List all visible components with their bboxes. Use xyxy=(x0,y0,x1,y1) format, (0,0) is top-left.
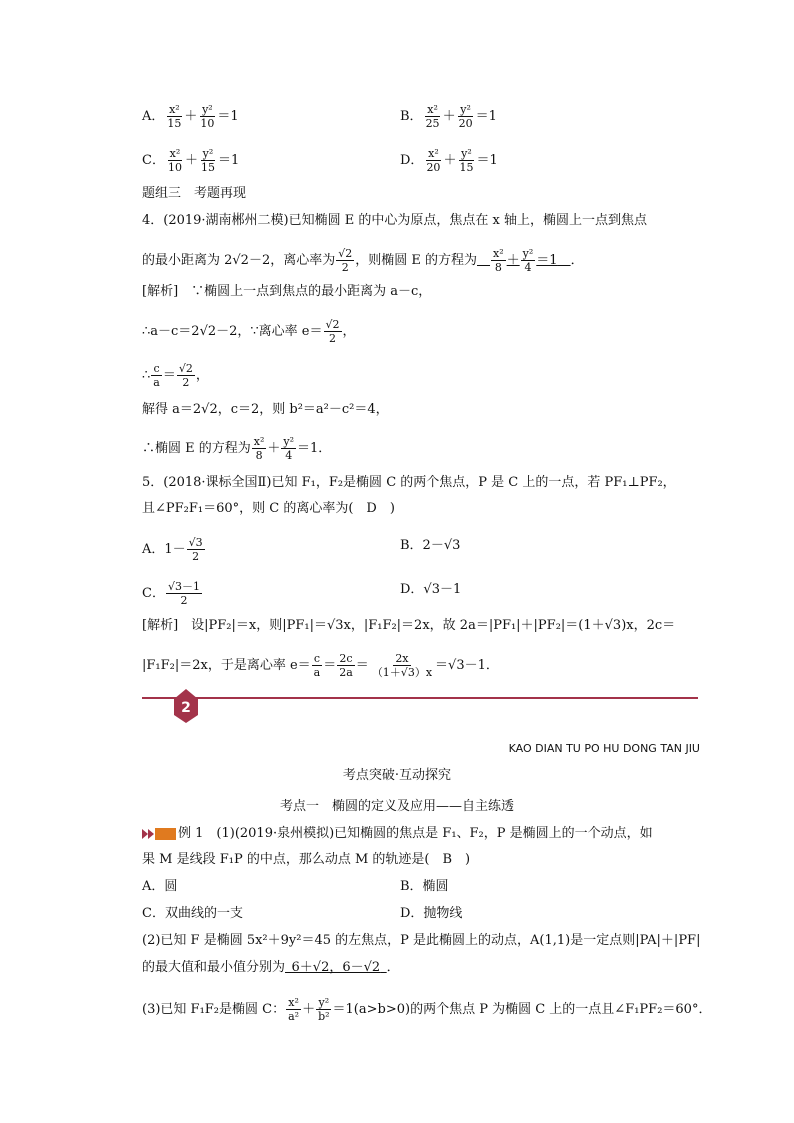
ex1-part2-line2: 的最大值和最小值分别为 6＋√2，6－√2 ． xyxy=(142,960,400,975)
option-c: C． $\frac{\text{x²}}{10}$ ＋ $\frac{\text{y²}}{15}$ ＝1 xyxy=(142,147,240,174)
group3-title: 题组三 考题再现 xyxy=(142,186,247,201)
section-title: 考点突破·互动探究 xyxy=(342,768,452,783)
q5-line1: 5．(2018·课标全国Ⅱ)已知 F₁，F₂是椭圆 C 的两个焦点，P 是 C 上的一点，若 PF₁⊥PF₂， xyxy=(142,475,676,490)
ex1-line2: 果 M 是线段 F₁P 的中点，那么动点 M 的轨迹是( B ) xyxy=(142,852,471,867)
option-b: B． $\frac{\text{x²}}{25}$ ＋ $\frac{\text{y²}}{20}$ ＝1 xyxy=(400,103,497,130)
q4-solution-2: ∴a－c＝2√2－2，∵离心率 e＝ $\frac{√2}{2}$ ， xyxy=(142,318,356,345)
ex1-part2-answer: 6＋√2，6－√2 xyxy=(291,960,381,975)
section-badge-number: 2 xyxy=(181,700,191,716)
q4-solution-1: [解析] ∵椭圆上一点到焦点的最小距离为 a－c， xyxy=(142,284,432,299)
q5-option-d: D．√3－1 xyxy=(400,582,462,597)
ex1-line1: 例 1 (1)(2019·泉州模拟)已知椭圆的焦点是 F₁、F₂，P 是椭圆上的一个动点，如 xyxy=(142,824,653,844)
example-marker-icon xyxy=(142,827,176,841)
ex1-option-c: C．双曲线的一支 xyxy=(142,906,243,921)
ex1-option-b: B．椭圆 xyxy=(400,879,449,894)
section-divider xyxy=(142,697,698,699)
q4-line1: 4．(2019·湖南郴州二模)已知椭圆 E 的中心为原点，焦点在 x 轴上，椭圆上一点到焦点 xyxy=(142,213,647,228)
ex1-option-a: A．圆 xyxy=(142,879,178,894)
q5-solution-1: [解析] 设|PF₂|＝x，则|PF₁|＝√3x，|F₁F₂|＝2x，故 2a＝|PF₁|＋|PF₂|＝(1＋√3)x，2c＝ xyxy=(142,618,676,633)
ex1-option-d: D．抛物线 xyxy=(400,906,463,921)
q4-solution-3: ∴ $\frac{c}{a}$ ＝ $\frac{√2}{2}$ ， xyxy=(142,362,209,389)
q4-solution-5: ∴椭圆 E 的方程为 $\frac{\text{x²}}{8}$ ＋ $\frac{\text{y²}}{4}$ ＝1． xyxy=(142,435,332,462)
q5-option-b: B．2－√3 xyxy=(400,538,461,553)
q4-answer: $\frac{\text{x²}}{8}$ ＋ $\frac{\text{y²}}{4}$ ＝1 xyxy=(493,247,558,274)
q5-option-c: C． $\frac{√3-1}{2}$ xyxy=(142,580,200,607)
q5-solution-2: |F₁F₂|＝2x，于是离心率 e＝ $\frac{c}{a}$ ＝ $\frac{2c}{2a}$ ＝ $\frac{2x}{(1+√3)x}$ ＝√3－1． xyxy=(142,652,499,679)
section-pinyin: KAO DIAN TU PO HU DONG TAN JIU xyxy=(508,742,700,755)
option-a: A． $\frac{\text{x²}}{15}$ ＋ $\frac{\text{y²}}{10}$ ＝1 xyxy=(142,103,239,130)
ex1-part3: (3)已知 F₁F₂是椭圆 C： $\frac{\text{x²}}{\text{a²}}$ ＋ $\frac{\text{y²}}{\text{b²}}$ ＝1(a>b>0)的两个焦点 P 为椭圆 C 上的一点且∠F₁PF₂＝60°． xyxy=(142,996,712,1023)
q4-line2: 的最小距离为 2√2－2，离心率为 $\frac{√2}{2}$ ，则椭圆 E 的方程为 $\frac{\text{x²}}{8}$ ＋ $\frac{\text{y²}}{4}$ ＝1 ． xyxy=(142,247,584,274)
q5-line2: 且∠PF₂F₁＝60°，则 C 的离心率为( D ) xyxy=(142,501,395,516)
q4-solution-4: 解得 a＝2√2，c＝2，则 b²＝a²－c²＝4， xyxy=(142,402,389,417)
option-d: D． $\frac{\text{x²}}{20}$ ＋ $\frac{\text{y²}}{15}$ ＝1 xyxy=(400,147,498,174)
q5-option-a: A．1－ $\frac{√3}{2}$ xyxy=(142,536,203,563)
section-badge xyxy=(174,689,198,723)
ex1-part2-line1: (2)已知 F 是椭圆 5x²＋9y²＝45 的左焦点，P 是此椭圆上的动点，A(1,1)是一定点则|PA|＋|PF| xyxy=(142,933,701,948)
section-subtitle: 考点一 椭圆的定义及应用——自主练透 xyxy=(279,799,514,814)
